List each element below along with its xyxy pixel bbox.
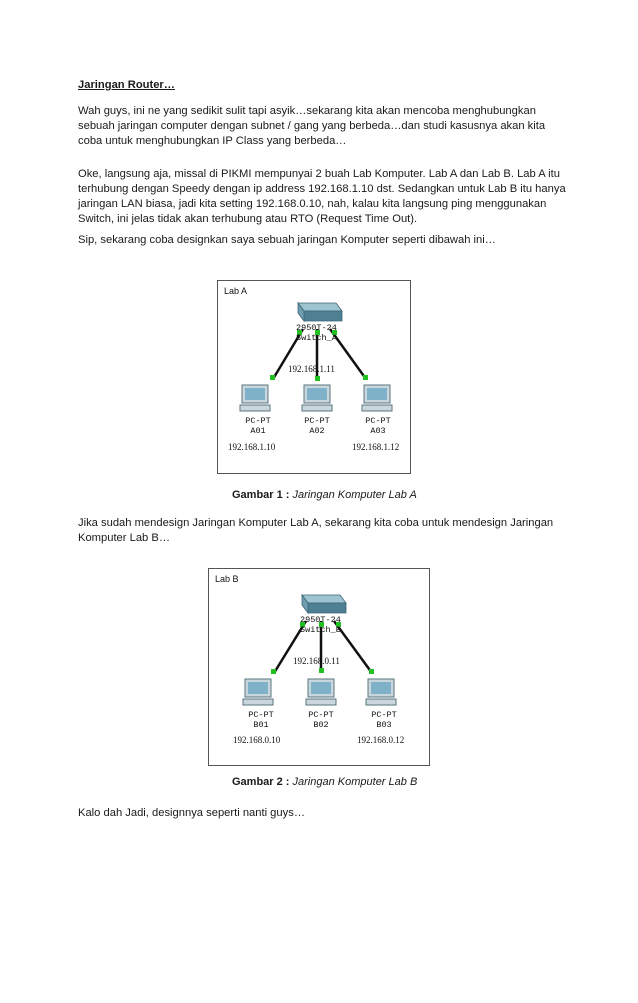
pc-type: PC-PT (245, 416, 271, 426)
caption-label: Gambar 2 : (232, 776, 290, 788)
switch-ip: 192.168.0.11 (293, 656, 340, 666)
pc-ip: 192.168.1.10 (228, 442, 276, 452)
figure-lab-label: Lab A (224, 286, 248, 296)
paragraph-lab-b-intro: Jika sudah mendesign Jaringan Komputer Lab A, sekarang kita coba untuk mendesign Jaringan Komputer Lab B… (78, 517, 554, 544)
pc-name: A03 (370, 426, 386, 436)
switch-name: Switch_A (296, 333, 337, 343)
caption-text: Jaringan Komputer Lab B (292, 776, 418, 788)
pc-ip: 192.168.1.12 (352, 442, 400, 452)
figure-lab-a (217, 280, 411, 474)
pc-icon (302, 385, 332, 411)
pc-icon (243, 679, 273, 705)
pc-type: PC-PT (304, 416, 330, 426)
switch-icon (298, 303, 342, 321)
pc-icon (362, 385, 392, 411)
figure-lab-label: Lab B (215, 574, 239, 584)
pc-name: B03 (376, 720, 392, 730)
switch-model: 2950T-24 (300, 615, 341, 625)
pc-icon (366, 679, 396, 705)
switch-model: 2950T-24 (296, 323, 337, 333)
figure-caption-a (232, 489, 417, 501)
pc-name: B02 (313, 720, 329, 730)
pc-type: PC-PT (248, 710, 274, 720)
pc-type: PC-PT (365, 416, 391, 426)
caption-label: Gambar 1 : (232, 489, 290, 501)
pc-icon (306, 679, 336, 705)
caption-text: Jaringan Komputer Lab A (292, 489, 417, 501)
pc-name: A02 (309, 426, 325, 436)
pc-ip: 192.168.0.12 (357, 735, 405, 745)
switch-ip: 192.168.1.11 (288, 364, 335, 374)
paragraph-intro: Wah guys, ini ne yang sedikit sulit tapi asyik…sekarang kita akan mencoba menghubungkan sebuah jaringan computer dengan subnet / gang yang berbeda…dan studi kasusnya akan kita coba untuk menghubungkan IP Class yang berbeda… (78, 105, 546, 147)
paragraph-instruction: Sip, sekarang coba designkan saya sebuah jaringan Komputer seperti dibawah ini… (78, 234, 496, 246)
paragraph-closing: Kalo dah Jadi, designnya seperti nanti guys… (78, 807, 306, 819)
switch-icon (302, 595, 346, 613)
pc-icon (240, 385, 270, 411)
figure-caption-b (232, 776, 417, 788)
pc-ip: 192.168.0.10 (233, 735, 281, 745)
switch-name: Switch_B (300, 625, 341, 635)
paragraph-scenario: Oke, langsung aja, missal di PIKMI mempunyai 2 buah Lab Komputer. Lab A dan Lab B. Lab A itu terhubung dengan Speedy dengan ip address 192.168.1.10 dst. Sedangkan untuk Lab B itu hanya jaringan LAN biasa, jadi kita setting 192.168.0.10, nah, kalau kita langsung ping menggunakan Switch, ini jelas tidak akan terhubung atau RTO (Request Time Out). (78, 168, 566, 225)
pc-name: B01 (253, 720, 269, 730)
pc-type: PC-PT (371, 710, 397, 720)
pc-type: PC-PT (308, 710, 334, 720)
figure-lab-b (208, 568, 430, 766)
document-title: Jaringan Router… (78, 79, 175, 91)
pc-name: A01 (250, 426, 266, 436)
